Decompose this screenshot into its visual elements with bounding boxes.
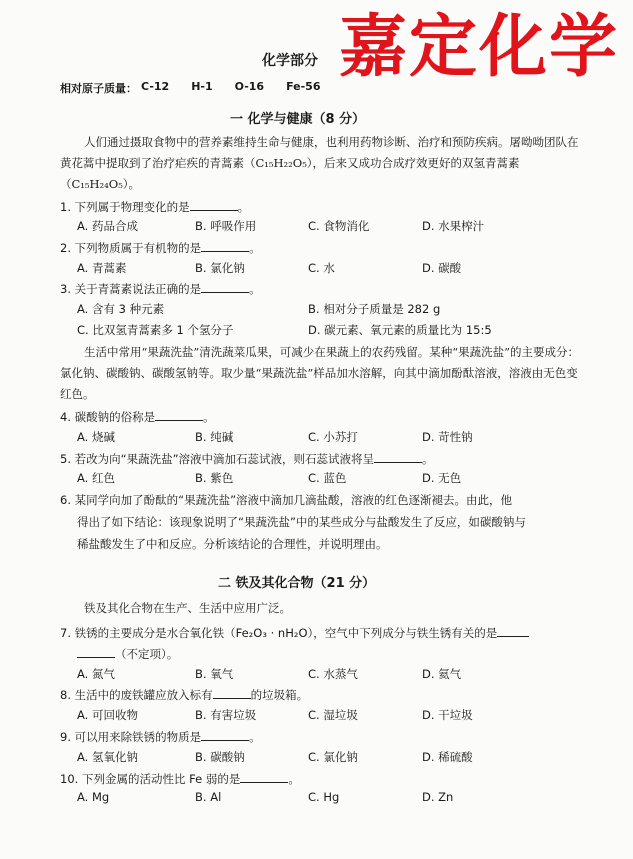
question-end: 。 (249, 241, 261, 255)
question-1 (60, 198, 249, 215)
option[interactable]: C. 蓝色 (308, 471, 347, 485)
options-q7 (77, 666, 461, 682)
option[interactable]: A. 烧碱 (77, 430, 115, 444)
option[interactable]: C. 水蒸气 (308, 667, 358, 681)
option[interactable]: A. 含有 3 种元素 (77, 302, 165, 316)
question-8 (60, 686, 308, 703)
atomic-mass-item: Fe-56 (286, 80, 321, 93)
option[interactable]: B. Al (195, 790, 222, 804)
question-text: 10. 下列金属的活动性比 Fe 弱的是 (60, 772, 241, 786)
option[interactable]: C. 食物消化 (308, 219, 370, 233)
option[interactable]: D. 碳酸 (422, 261, 462, 275)
options-q4 (77, 429, 473, 445)
option[interactable]: C. 湿垃圾 (308, 708, 358, 722)
option[interactable]: D. 无色 (422, 471, 462, 485)
atomic-mass-item: C-12 (141, 80, 170, 93)
option[interactable]: D. 干垃圾 (422, 708, 473, 722)
question-6-line2: 得出了如下结论：该现象说明了“果蔬洗盐”中的某些成分与盐酸发生了反应，如碳酸钠与 (77, 515, 526, 529)
question-end: 。 (249, 282, 261, 296)
answer-blank[interactable] (240, 770, 288, 783)
option[interactable]: C. Hg (308, 790, 340, 804)
question-end: 。 (203, 410, 215, 424)
question-end: （不定项）。 (115, 647, 179, 661)
option[interactable]: B. 紫色 (195, 471, 234, 485)
options-q9 (77, 749, 473, 765)
question-text: 4. 碳酸钠的俗称是 (60, 410, 156, 424)
option[interactable]: A. 红色 (77, 471, 115, 485)
question-9 (60, 728, 261, 745)
atomic-mass-item: H-1 (191, 80, 213, 93)
question-end: 。 (422, 452, 434, 466)
options-q10 (77, 790, 453, 804)
options-q1 (77, 218, 484, 234)
option[interactable]: B. 呼吸作用 (195, 219, 257, 233)
question-end: 。 (249, 730, 261, 744)
question-end: 。 (237, 200, 250, 214)
question-text: 2. 下列物质属于有机物的是 (60, 241, 202, 255)
option[interactable]: B. 相对分子质量是 282 g (308, 302, 441, 316)
section-intro-2: 生活中常用“果蔬洗盐”清洗蔬菜瓜果，可减少在果蔬上的农药残留。某种“果蔬洗盐”的主要成分：氯化钠、碳酸钠、碳酸氢钠等。取少量“果蔬洗盐”样品加水溶解，向其中滴加酚酞溶液，溶液由无色变红色。 (60, 345, 580, 401)
question-end: 的垃圾箱。 (250, 688, 309, 702)
option[interactable]: A. 青蒿素 (77, 261, 127, 275)
question-2 (60, 239, 261, 256)
question-10 (60, 770, 300, 787)
question-end: 。 (288, 772, 300, 786)
option[interactable]: C. 比双氢青蒿素多 1 个氢分子 (77, 323, 234, 337)
question-7-line2 (77, 645, 178, 662)
options-q3-row2 (77, 322, 492, 338)
option[interactable]: C. 氯化钠 (308, 750, 358, 764)
atomic-masses-label: 相对原子质量： (60, 82, 137, 95)
question-3 (60, 280, 261, 297)
section-title: 二 铁及其化合物（21 分） (218, 576, 376, 591)
question-text: 7. 铁锈的主要成分是水合氧化铁（Fe₂O₃ · nH₂O），空气中下列成分与铁生锈有关的是 (60, 626, 498, 640)
answer-blank[interactable] (374, 450, 422, 463)
answer-blank[interactable] (213, 686, 251, 699)
section-title: 一 化学与健康（8 分） (230, 112, 366, 127)
option[interactable]: C. 小苏打 (308, 430, 358, 444)
question-6-line1: 6. 某同学向加了酚酞的“果蔬洗盐”溶液中滴加几滴盐酸，溶液的红色逐渐褪去。由此，他 (60, 493, 513, 507)
option[interactable]: A. 氢氧化钠 (77, 750, 138, 764)
answer-blank[interactable] (155, 408, 203, 421)
atomic-mass-item: O-16 (234, 80, 265, 93)
question-4 (60, 408, 215, 425)
options-q8 (77, 707, 473, 723)
option[interactable]: A. 可回收物 (77, 708, 138, 722)
option[interactable]: D. 氦气 (422, 667, 462, 681)
option[interactable]: B. 氧气 (195, 667, 234, 681)
question-6-line3: 稀盐酸发生了中和反应。分析该结论的合理性，并说明理由。 (77, 537, 388, 551)
page-title: 化学部分 (262, 53, 318, 69)
answer-blank[interactable] (77, 645, 115, 658)
options-q5 (77, 470, 461, 486)
option[interactable]: A. Mg (77, 790, 110, 804)
option[interactable]: B. 碳酸钠 (195, 750, 245, 764)
option[interactable]: D. Zn (422, 790, 454, 804)
question-5 (60, 450, 434, 467)
option[interactable]: D. 水果榨汁 (422, 219, 485, 233)
watermark-banner: 嘉定化学 (338, 8, 619, 87)
section-intro: 铁及其化合物在生产、生活中应用广泛。 (84, 601, 291, 615)
section-intro: 人们通过摄取食物中的营养素维持生命与健康，也利用药物诊断、治疗和预防疾病。屠呦呦团队在黄花蒿中提取到了治疗疟疾的青蒿素（C₁₅H₂₂O₅），后来又成功合成疗效更好的双氢青蒿素（C₁₅H₂₄O₅）。 (60, 135, 579, 191)
answer-blank[interactable] (201, 239, 249, 252)
question-text: 5. 若改为向“果蔬洗盐”溶液中滴加石蕊试液，则石蕊试液将呈 (60, 452, 375, 466)
question-text: 9. 可以用来除铁锈的物质是 (60, 730, 202, 744)
options-q2 (77, 260, 461, 276)
answer-blank[interactable] (497, 624, 529, 637)
option[interactable]: B. 有害垃圾 (195, 708, 257, 722)
option[interactable]: B. 纯碱 (195, 430, 234, 444)
question-text: 8. 生活中的废铁罐应放入标有 (60, 688, 213, 702)
answer-blank[interactable] (190, 198, 238, 211)
answer-blank[interactable] (201, 728, 249, 741)
answer-blank[interactable] (201, 280, 249, 293)
option[interactable]: A. 氮气 (77, 667, 115, 681)
atomic-masses (60, 80, 320, 96)
question-text: 1. 下列属于物理变化的是 (60, 200, 190, 214)
question-7 (60, 624, 529, 641)
option[interactable]: A. 药品合成 (77, 219, 138, 233)
option[interactable]: D. 碳元素、氧元素的质量比为 15:5 (308, 323, 492, 337)
question-text: 3. 关于青蒿素说法正确的是 (60, 282, 202, 296)
option[interactable]: B. 氯化钠 (195, 261, 245, 275)
options-q3-row1 (77, 301, 440, 317)
option[interactable]: C. 水 (308, 261, 335, 275)
option[interactable]: D. 稀硫酸 (422, 750, 473, 764)
option[interactable]: D. 苛性钠 (422, 430, 473, 444)
